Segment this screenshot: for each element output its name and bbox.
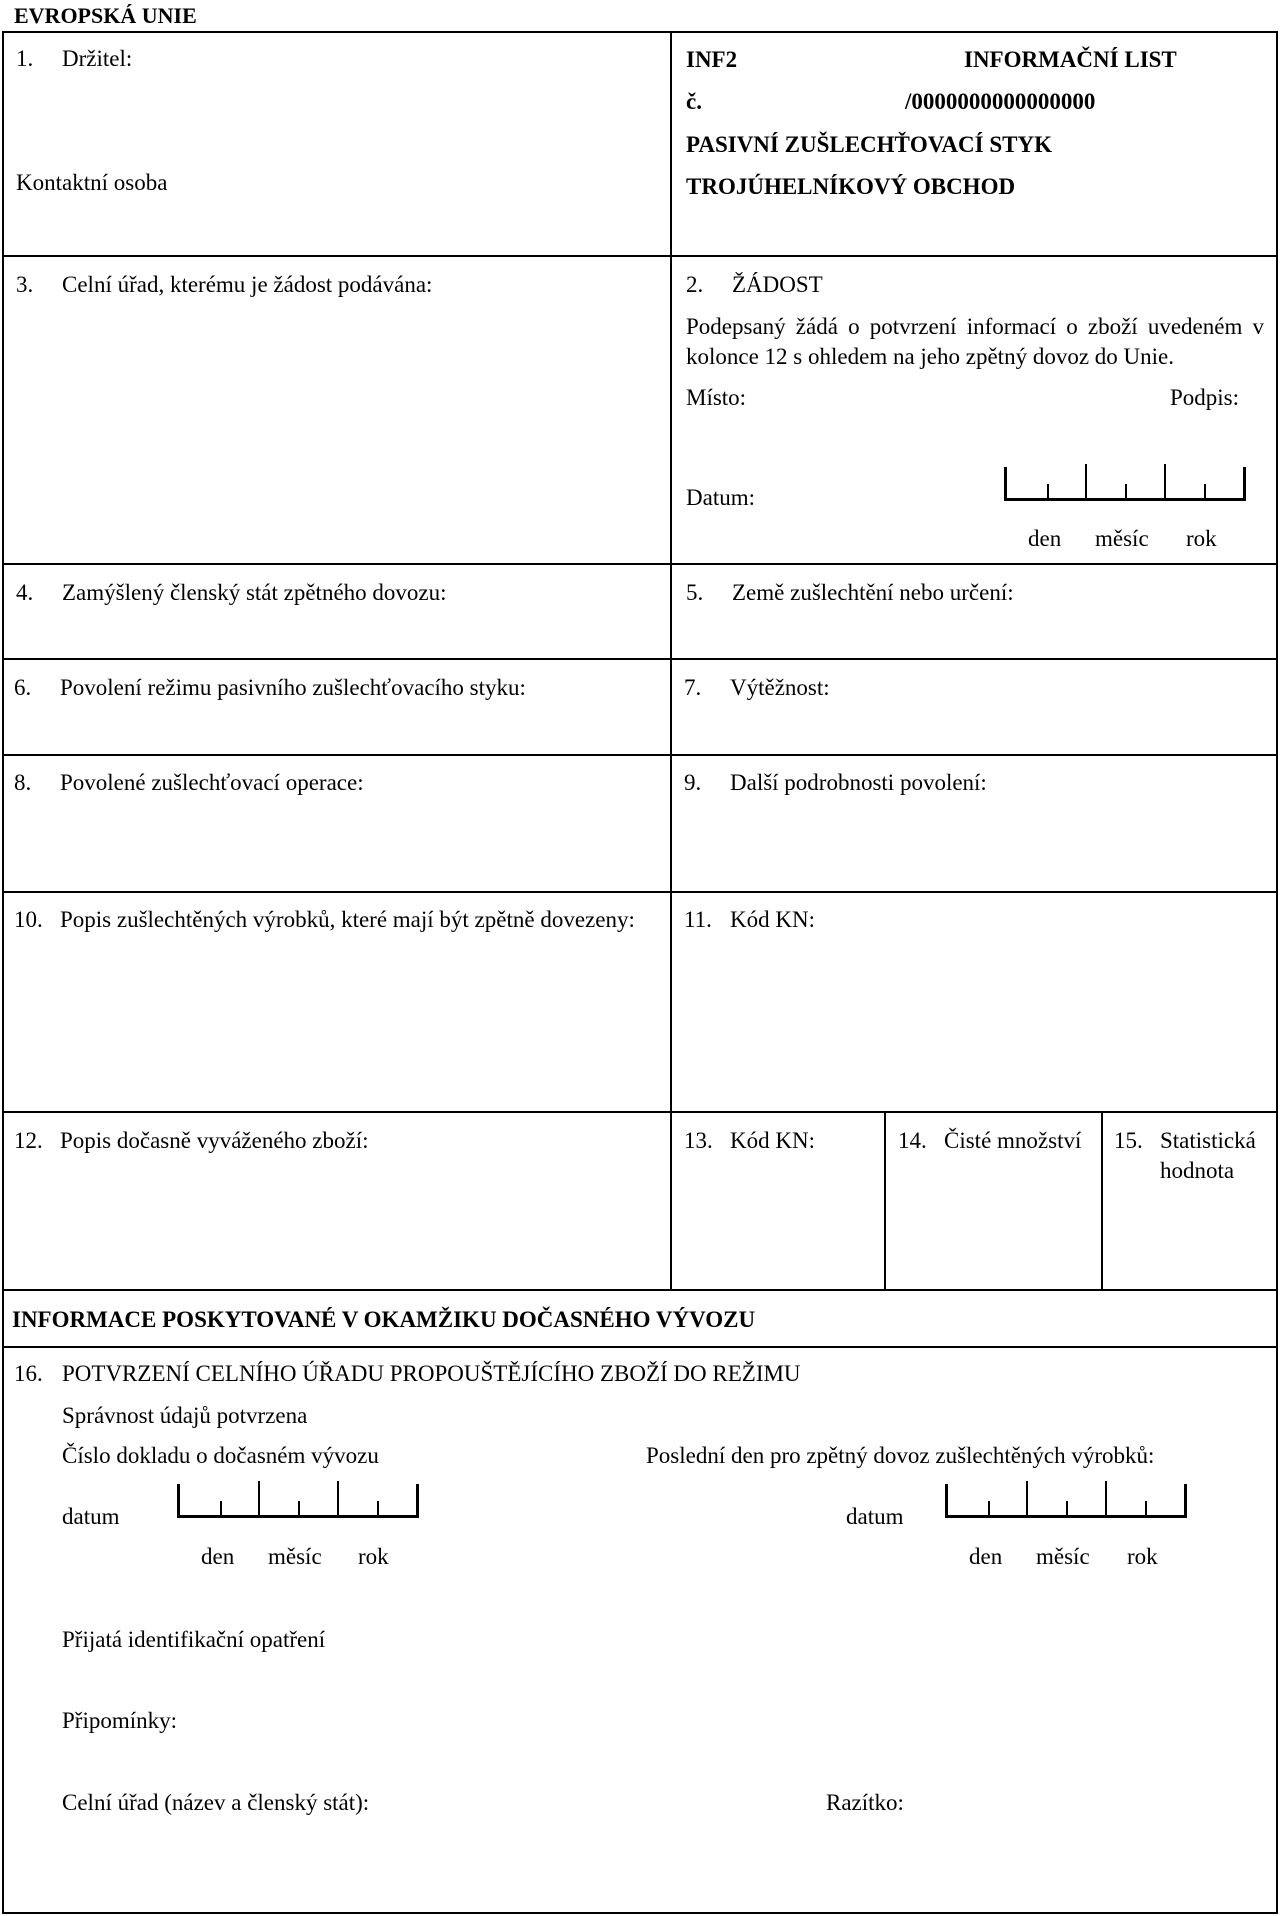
customs-confirmation-label: POTVRZENÍ CELNÍHO ÚŘADU PROPOUŠTĚJÍCÍHO ZBOŽÍ DO REŽIMU — [62, 1361, 801, 1386]
box13-number: 13. — [684, 1128, 713, 1153]
customs-office-label: Celní úřad, kterému je žádost podávána: — [62, 272, 433, 297]
row-divider — [2, 1111, 1278, 1113]
form-code: INF2 — [686, 47, 738, 72]
box5-number: 5. — [686, 580, 704, 605]
exported-goods-label: Popis dočasně vyváženého zboží: — [60, 1128, 369, 1153]
request-label: ŽÁDOST — [732, 272, 823, 297]
remarks-label: Připomínky: — [62, 1708, 178, 1733]
reimport-state-label: Zamýšlený členský stát zpětného dovozu: — [62, 580, 447, 605]
form-number: /0000000000000000 — [905, 89, 1096, 114]
date-right-label: datum — [846, 1504, 904, 1529]
column-divider — [1101, 1111, 1103, 1290]
frame-top — [2, 31, 1278, 33]
column-divider — [884, 1111, 886, 1290]
date-field[interactable] — [1004, 467, 1246, 501]
box9-number: 9. — [684, 770, 702, 795]
office-label: Celní úřad (název a členský stát): — [62, 1790, 370, 1815]
box14-number: 14. — [898, 1128, 927, 1153]
form-title: INFORMAČNÍ LIST — [964, 47, 1177, 72]
box8-number: 8. — [14, 770, 32, 795]
reimport-deadline-label: Poslední den pro zpětný dovoz zušlechtěných výrobků: — [646, 1443, 1155, 1468]
year-label: rok — [1186, 526, 1217, 551]
box7-number: 7. — [684, 675, 702, 700]
export-date-field[interactable] — [177, 1484, 419, 1518]
frame-right — [1276, 31, 1278, 1914]
statistical-value-label: Statistická — [1160, 1128, 1256, 1153]
authorisation-label: Povolení režimu pasivního zušlechťovacího styku: — [60, 675, 526, 700]
box12-number: 12. — [14, 1128, 43, 1153]
net-quantity-label: Čisté množství — [944, 1128, 1082, 1153]
box11-number: 11. — [684, 907, 712, 932]
year-label-left: rok — [358, 1544, 389, 1569]
stamp-label: Razítko: — [826, 1790, 904, 1815]
confirmed-label: Správnost údajů potvrzena — [62, 1403, 308, 1428]
cn-code-label: Kód KN: — [730, 907, 815, 932]
statistical-value-label-2: hodnota — [1160, 1158, 1235, 1183]
box15-number: 15. — [1114, 1128, 1143, 1153]
number-prefix: č. — [686, 89, 702, 114]
day-label-left: den — [201, 1544, 235, 1569]
box1-number: 1. — [16, 46, 34, 71]
holder-label: Držitel: — [62, 46, 133, 71]
date-left-label: datum — [62, 1504, 120, 1529]
request-text: Podepsaný žádá o potvrzení informací o zboží uvedeném v kolonce 12 s ohledem na jeho zpětný dovoz do Unie. — [686, 314, 1264, 369]
month-label: měsíc — [1095, 526, 1149, 551]
box6-number: 6. — [14, 675, 32, 700]
place-label: Místo: — [686, 385, 747, 410]
row-divider — [2, 754, 1278, 756]
day-label-right: den — [969, 1544, 1003, 1569]
processing-country-label: Země zušlechtění nebo určení: — [732, 580, 1014, 605]
row-divider — [2, 891, 1278, 893]
authorisation-details-label: Další podrobnosti povolení: — [730, 770, 987, 795]
month-label-right: měsíc — [1036, 1544, 1090, 1569]
month-label-left: měsíc — [268, 1544, 322, 1569]
row-divider — [2, 563, 1278, 565]
box10-number: 10. — [14, 907, 43, 932]
signature-label: Podpis: — [1170, 385, 1240, 410]
row-divider — [2, 1289, 1278, 1291]
date-label: Datum: — [686, 485, 755, 510]
row-divider — [2, 255, 1278, 257]
export-section-title: INFORMACE POSKYTOVANÉ V OKAMŽIKU DOČASNÉHO VÝVOZU — [12, 1307, 756, 1332]
box4-number: 4. — [16, 580, 34, 605]
row-divider — [2, 1346, 1278, 1348]
cn-code-label-2: Kód KN: — [730, 1128, 815, 1153]
frame-bottom — [2, 1912, 1278, 1914]
box2-number: 2. — [686, 272, 704, 297]
contact-person-label: Kontaktní osoba — [16, 170, 168, 195]
deadline-date-field[interactable] — [945, 1484, 1187, 1518]
procedure-title: PASIVNÍ ZUŠLECHŤOVACÍ STYK — [686, 132, 1052, 157]
processed-products-label: Popis zušlechtěných výrobků, které mají být zpětně dovezeny: — [60, 907, 635, 932]
export-document-label: Číslo dokladu o dočasném vývozu — [62, 1443, 379, 1468]
day-label: den — [1028, 526, 1062, 551]
frame-left — [2, 31, 4, 1914]
trade-type-title: TROJÚHELNÍKOVÝ OBCHOD — [686, 174, 1016, 199]
yield-label: Výtěžnost: — [730, 675, 830, 700]
processing-operations-label: Povolené zušlechťovací operace: — [60, 770, 364, 795]
identification-label: Přijatá identifikační opatření — [62, 1627, 326, 1652]
box16-number: 16. — [14, 1361, 43, 1386]
row-divider — [2, 658, 1278, 660]
column-divider — [670, 31, 672, 1290]
year-label-right: rok — [1127, 1544, 1158, 1569]
union-header: EVROPSKÁ UNIE — [14, 3, 197, 28]
box3-number: 3. — [16, 272, 34, 297]
